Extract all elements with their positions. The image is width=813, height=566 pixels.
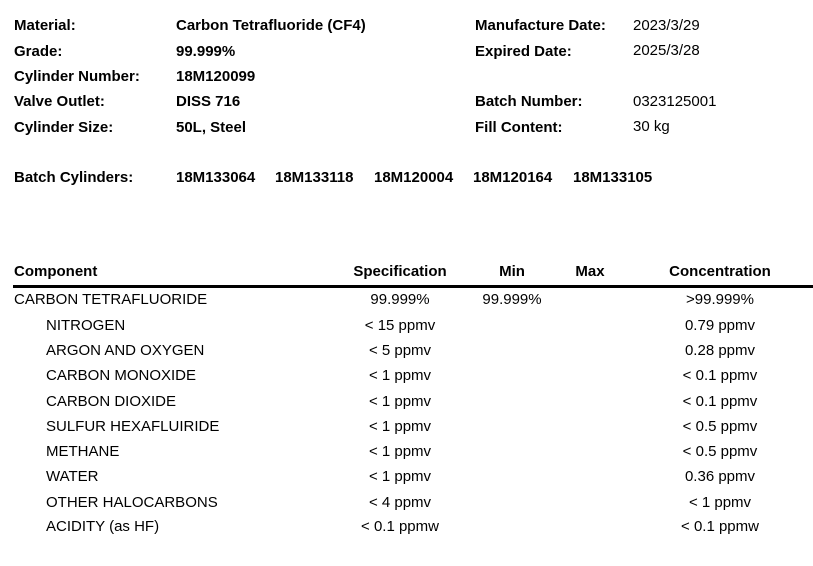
fill-content-label: Fill Content:	[475, 119, 563, 136]
cylinder-size-value: 50L, Steel	[176, 119, 247, 136]
table-row	[0, 291, 813, 316]
concentration-value: < 0.1 ppmw	[681, 518, 759, 535]
component-name: CARBON DIOXIDE	[46, 393, 177, 410]
header-concentration: Concentration	[669, 263, 771, 280]
cylinder-number-value: 18M120099	[176, 68, 256, 85]
table-row	[0, 494, 813, 519]
manufacture-date-value: 2023/3/29	[633, 17, 700, 34]
table-row	[0, 317, 813, 342]
concentration-value: 0.28 ppmv	[684, 342, 756, 359]
batch-number-label: Batch Number:	[475, 93, 583, 110]
table-row	[0, 367, 813, 392]
component-name: CARBON TETRAFLUORIDE	[14, 291, 208, 308]
component-name: ACIDITY (as HF)	[46, 518, 160, 535]
table-row	[0, 418, 813, 443]
concentration-value: < 1 ppmv	[688, 494, 752, 511]
material-label: Material:	[14, 17, 76, 34]
min-value: 99.999%	[482, 291, 542, 308]
grade-value: 99.999%	[176, 43, 236, 60]
specification-value: < 5 ppmv	[368, 342, 432, 359]
table-row	[0, 342, 813, 367]
component-name: SULFUR HEXAFLUIRIDE	[46, 418, 220, 435]
batch-cylinder-4: 18M120164	[473, 169, 553, 186]
table-row	[0, 518, 813, 543]
header-min: Min	[499, 263, 525, 280]
cylinder-number-label: Cylinder Number:	[14, 68, 140, 85]
batch-cylinders-label: Batch Cylinders:	[14, 169, 134, 186]
manufacture-date-label: Manufacture Date:	[475, 17, 606, 34]
header-max: Max	[575, 263, 605, 280]
concentration-value: < 0.1 ppmv	[682, 393, 758, 410]
expired-date-label: Expired Date:	[475, 43, 572, 60]
cylinder-size-label: Cylinder Size:	[14, 119, 114, 136]
table-row	[0, 393, 813, 418]
specification-value: < 1 ppmv	[368, 418, 432, 435]
material-value: Carbon Tetrafluoride (CF4)	[176, 17, 366, 34]
header-component: Component	[14, 263, 98, 280]
batch-cylinder-2: 18M133118	[275, 169, 354, 186]
specification-value: < 1 ppmv	[368, 468, 432, 485]
specification-value: < 15 ppmv	[364, 317, 436, 334]
component-name: ARGON AND OXYGEN	[46, 342, 205, 359]
batch-number-value: 0323125001	[633, 93, 717, 110]
concentration-value: < 0.1 ppmv	[682, 367, 758, 384]
component-name: NITROGEN	[46, 317, 126, 334]
batch-cylinder-1: 18M133064	[176, 169, 256, 186]
grade-label: Grade:	[14, 43, 63, 60]
concentration-value: >99.999%	[686, 291, 754, 308]
component-name: CARBON MONOXIDE	[46, 367, 197, 384]
specification-value: < 1 ppmv	[368, 393, 432, 410]
component-name: WATER	[46, 468, 99, 485]
batch-cylinder-3: 18M120004	[374, 169, 454, 186]
concentration-value: < 0.5 ppmv	[682, 443, 758, 460]
batch-cylinder-5: 18M133105	[573, 169, 653, 186]
concentration-value: 0.36 ppmv	[684, 468, 756, 485]
table-row	[0, 468, 813, 493]
concentration-value: 0.79 ppmv	[684, 317, 756, 334]
valve-outlet-label: Valve Outlet:	[14, 93, 105, 110]
table-row	[0, 443, 813, 468]
specification-value: < 4 ppmv	[368, 494, 432, 511]
specification-value: < 0.1 ppmw	[361, 518, 439, 535]
component-name: METHANE	[46, 443, 120, 460]
specification-value: < 1 ppmv	[368, 367, 432, 384]
specification-value: < 1 ppmv	[368, 443, 432, 460]
concentration-value: < 0.5 ppmv	[682, 418, 758, 435]
fill-content-value: 30 kg	[633, 118, 670, 135]
specification-value: 99.999%	[370, 291, 430, 308]
valve-outlet-value: DISS 716	[176, 93, 241, 110]
header-divider	[13, 285, 813, 288]
expired-date-value: 2025/3/28	[633, 42, 700, 59]
component-name: OTHER HALOCARBONS	[46, 494, 218, 511]
header-specification: Specification	[353, 263, 447, 280]
